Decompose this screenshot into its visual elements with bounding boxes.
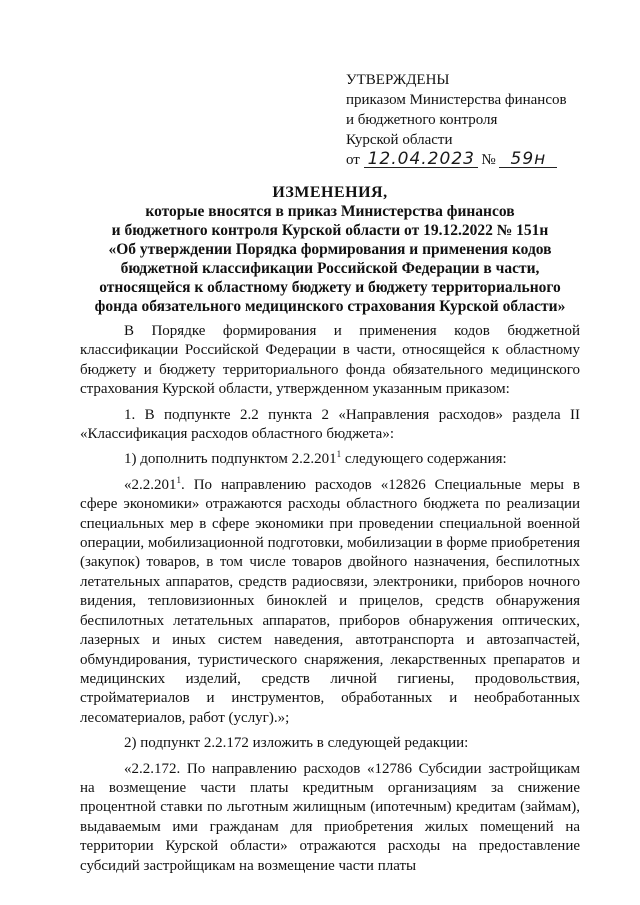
approval-ministry-line: и бюджетного контроля bbox=[346, 112, 498, 128]
document-body bbox=[80, 322, 580, 882]
approval-date-line bbox=[346, 150, 606, 170]
number-prefix: № bbox=[481, 152, 496, 168]
sub-item-1-text: 1) дополнить подпунктом 2.2.201 bbox=[124, 451, 337, 468]
quote-1-start: «2.2.201 bbox=[124, 476, 177, 493]
approval-region-line: Курской области bbox=[346, 132, 453, 148]
footnote-mark: 1 bbox=[176, 474, 181, 485]
quote-2-paragraph: «2.2.172. По направлению расходов «12786 Субсидии застройщикам на возмещение части платы кредитным организациям за снижение процентной ставки по льготным жилищным (ипотечным) кредитам (займам), выдаваемым ими гражданам для приобретения жилых помещений на территории Курской области» отражаются расходы на предоставление субсидий застройщикам на возмещение части платы bbox=[80, 760, 580, 874]
title-line-4: бюджетной классификации Российской Федерации в части, bbox=[120, 260, 540, 277]
handwritten-number: 59н bbox=[499, 151, 557, 168]
sub-item-1-tail: следующего содержания: bbox=[341, 451, 507, 468]
title-line-5: относящейся к областному бюджету и бюджету территориального bbox=[99, 279, 561, 296]
sub-item-1-paragraph bbox=[80, 450, 580, 469]
handwritten-date: 12.04.2023 bbox=[364, 151, 478, 168]
title-line-3: «Об утверждении Порядка формирования и применения кодов bbox=[108, 241, 552, 258]
quote-1-text: . По направлению расходов «12826 Специальные меры в сфере экономики» отражаются расходы областного бюджета по реализации специальных мер в сфере экономики при проведении специальной военной операции, мобилизационной подготовки, мобилизации в форме приобретения (закупок) товаров, в том числе товаров двойного назначения, беспилотных летательных аппаратов, средств радиосвязи, электроники, приборов ночного видения, тепловизионных биноклей и прицелов, средств обнаружения беспилотных летательных аппаратов, приборов обнаружения оптических, лазерных и иных систем наведения, автотранспорта и автозапчастей, обмундирования, туристического снаряжения, лекарственных препаратов и медицинских изделий, средств личной гигиены, продовольствия, стройматериалов и инструментов, обработанных и необработанных лесоматериалов, работ (услуг).»; bbox=[80, 476, 580, 726]
quote-1-paragraph bbox=[80, 476, 580, 728]
document-title bbox=[60, 183, 600, 316]
title-line-1: которые вносятся в приказ Министерства финансов bbox=[145, 203, 515, 220]
title-line-6: фонда обязательного медицинского страхования Курской области» bbox=[94, 298, 566, 315]
footnote-mark: 1 bbox=[336, 449, 342, 460]
item-1-paragraph: 1. В подпункте 2.2 пункта 2 «Направления расходов» раздела II «Классификация расходов областного бюджета»: bbox=[80, 406, 580, 443]
title-line-2: и бюджетного контроля Курской области от 19.12.2022 № 151н bbox=[111, 222, 549, 239]
sub-item-2-paragraph: 2) подпункт 2.2.172 изложить в следующей редакции: bbox=[124, 735, 469, 752]
date-prefix: от bbox=[346, 152, 360, 168]
title-heading: ИЗМЕНЕНИЯ, bbox=[272, 184, 388, 201]
approval-order-line: приказом Министерства финансов bbox=[346, 92, 567, 108]
approval-title: УТВЕРЖДЕНЫ bbox=[346, 72, 450, 88]
intro-paragraph: В Порядке формирования и применения кодов бюджетной классификации Российской Федерации в части, относящейся к областному бюджету и бюджету территориального фонда обязательного медицинского страхования Курской области, утвержденном указанным приказом: bbox=[80, 323, 580, 398]
approval-stamp bbox=[346, 70, 606, 170]
